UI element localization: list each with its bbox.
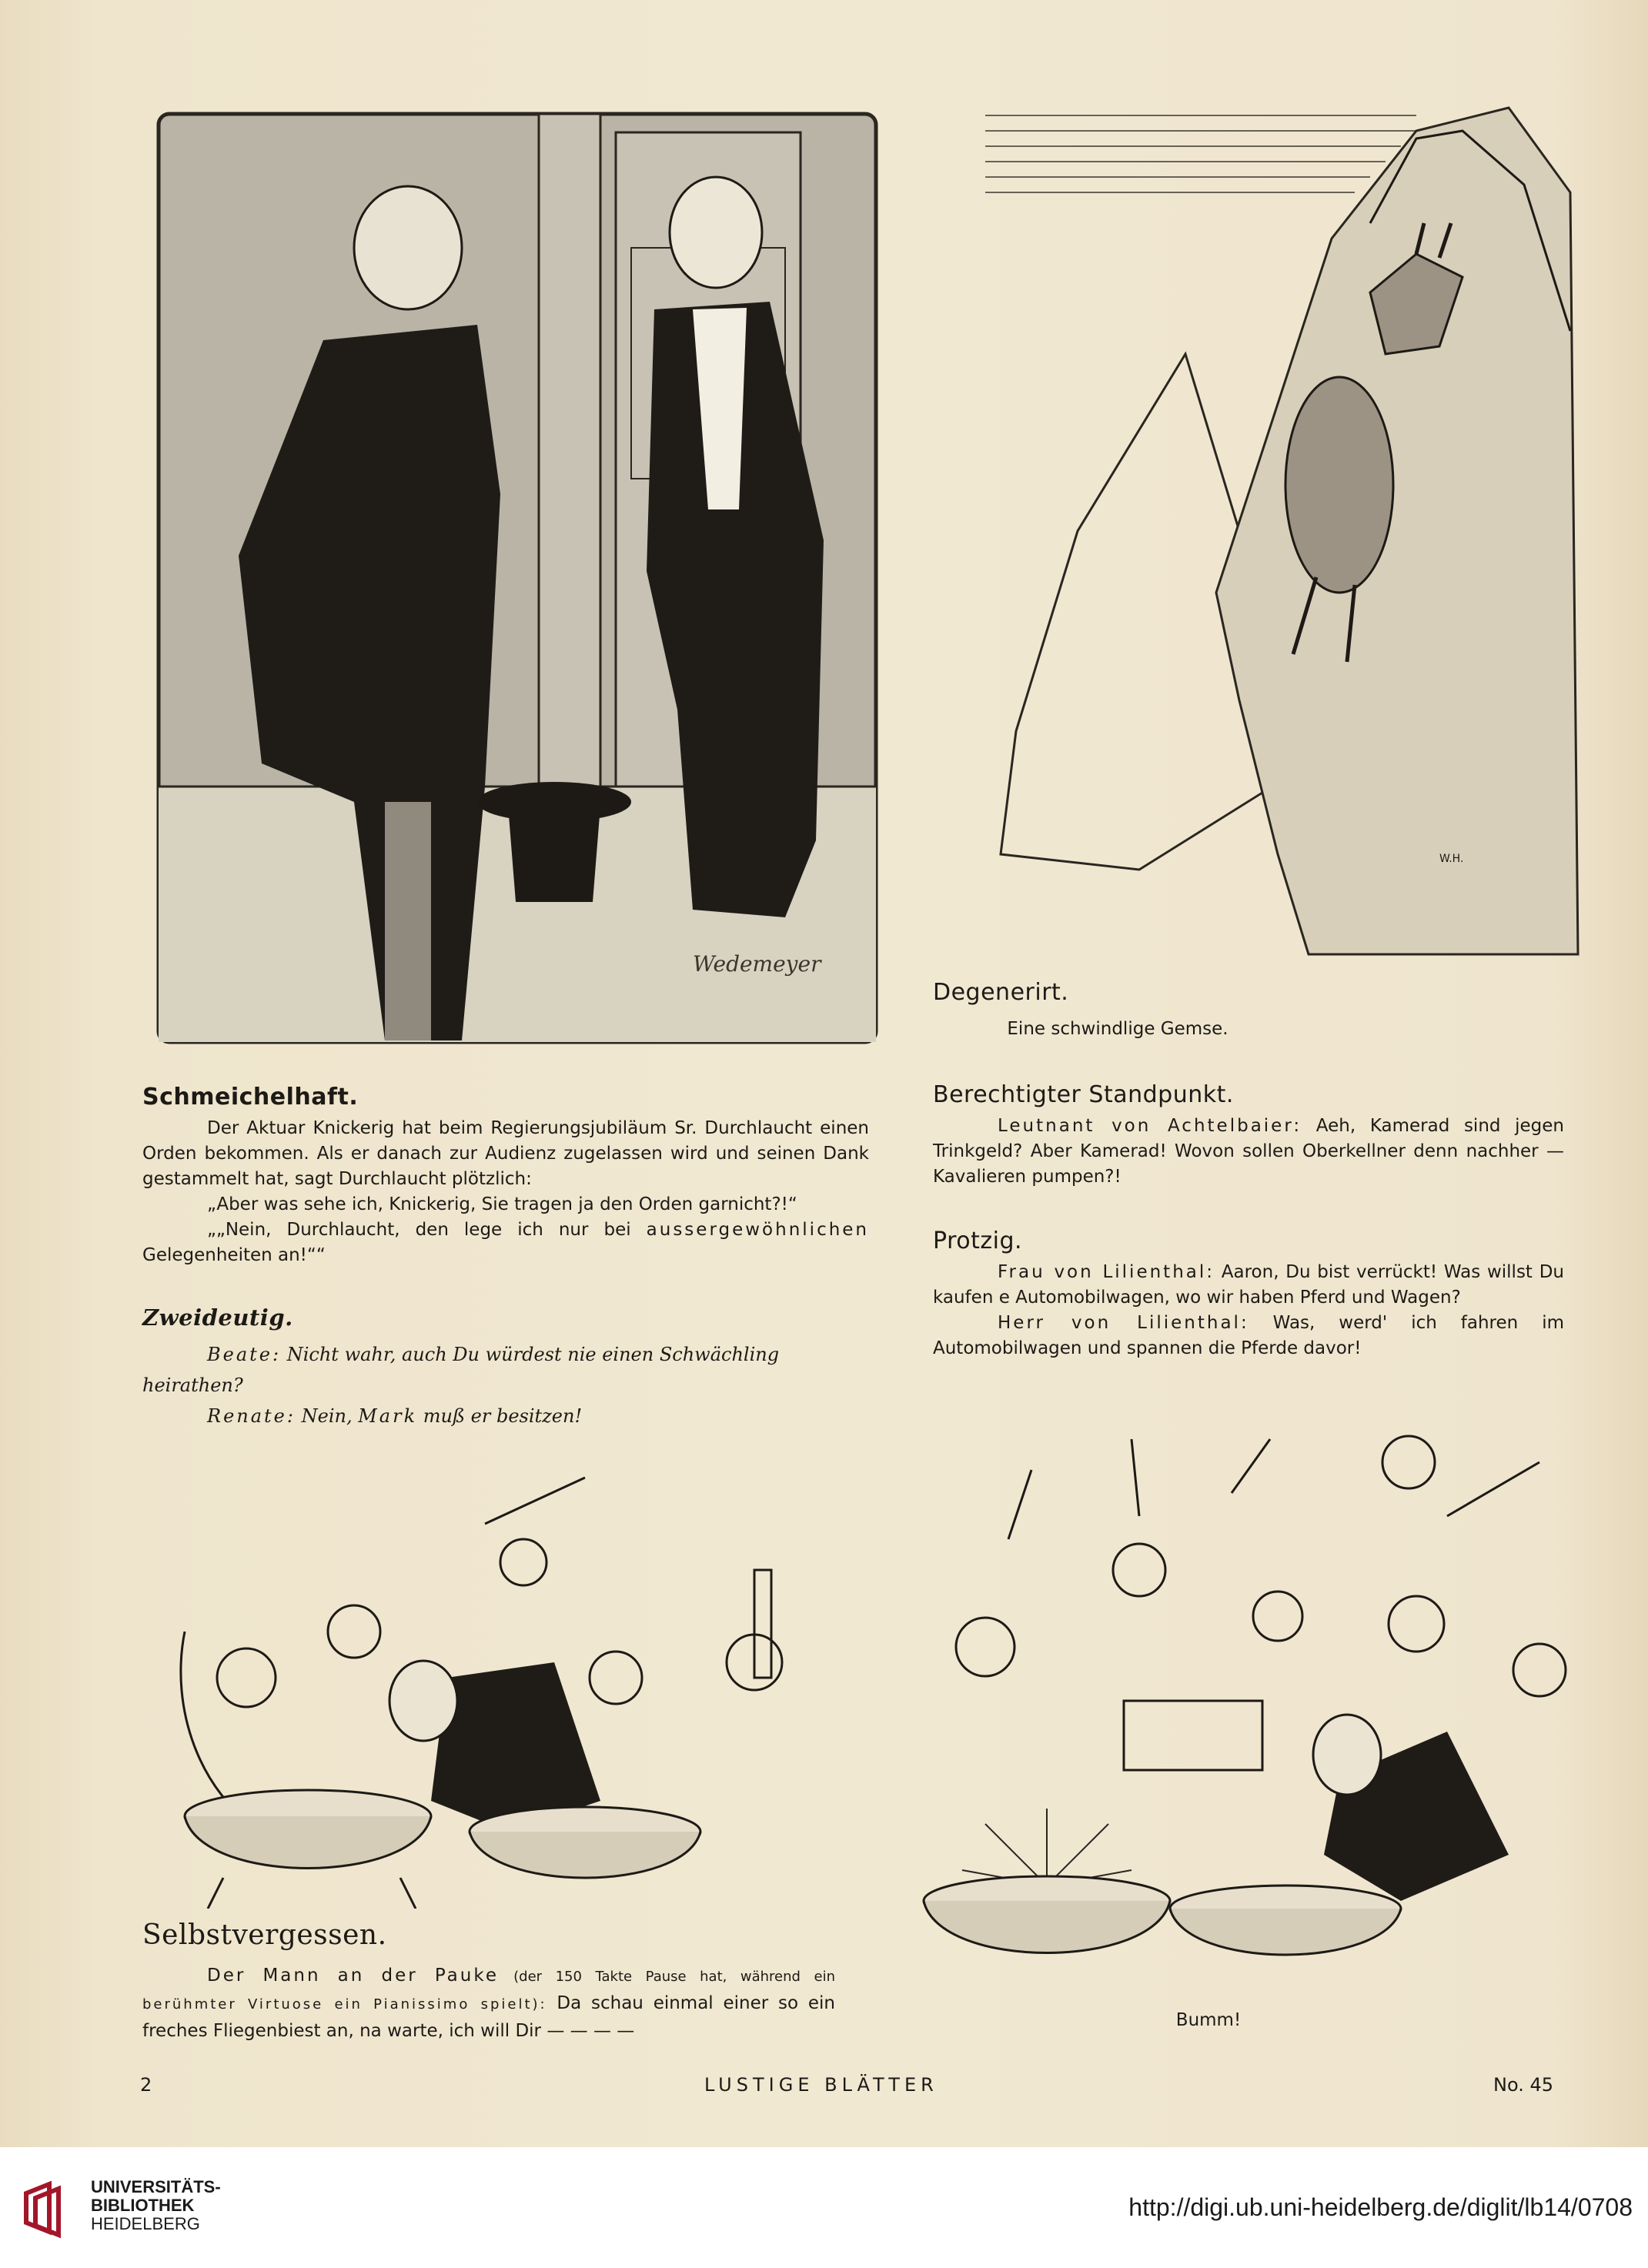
selbstvergessen-aside: (der 150 Takte Pause hat, während ein: [513, 1969, 835, 1985]
text-protzig: [933, 1260, 1564, 1361]
permalink-url[interactable]: http://digi.ub.uni-heidelberg.de/diglit/lb14/0708: [1128, 2193, 1633, 2221]
schmeichelhaft-p3: [142, 1218, 869, 1268]
issue-number: No. 45: [1493, 2074, 1554, 2096]
library-name: [91, 2178, 221, 2233]
protzig-p1: [933, 1260, 1564, 1311]
masthead: LUSTIGE BLÄTTER: [704, 2074, 938, 2096]
selbstvergessen-speaker: Der Mann an der Pauke: [207, 1966, 499, 1986]
caption-bumm: Bumm!: [1175, 2010, 1242, 2030]
title-protzig: Protzig.: [933, 1228, 1023, 1254]
standpunkt-p1: [933, 1114, 1564, 1190]
text-standpunkt: [933, 1114, 1564, 1190]
page-number: 2: [140, 2074, 152, 2096]
library-line1: UNIVERSITÄTS-: [91, 2177, 221, 2196]
library-line2: BIBLIOTHEK: [91, 2196, 195, 2215]
library-line3: HEIDELBERG: [91, 2214, 200, 2233]
illustration-chamois: [985, 100, 1586, 970]
protzig-speaker1: Frau von Lilienthal:: [998, 1262, 1215, 1282]
zweideutig-speaker2: Renate:: [207, 1405, 296, 1427]
zweideutig-line2: [142, 1401, 869, 1431]
standpunkt-speaker: Leutnant von Achtelbaier:: [998, 1116, 1302, 1136]
illustration-audience: [154, 109, 881, 1047]
title-schmeichelhaft: Schmeichelhaft.: [142, 1084, 359, 1111]
protzig-speaker2: Herr von Lilienthal:: [998, 1313, 1249, 1333]
zweideutig-text2-start: Nein,: [301, 1405, 353, 1427]
zweideutig-text2-end: muß er besitzen!: [423, 1405, 583, 1427]
title-zweideutig: Zweideutig.: [142, 1304, 293, 1331]
text-zweideutig: [142, 1339, 869, 1431]
library-footer: [0, 2147, 1648, 2268]
caption-degenerirt: Eine schwindlige Gemse.: [1007, 1019, 1228, 1039]
illustration-orchestra-quiet: [154, 1431, 862, 1909]
text-selbstvergessen: [142, 1962, 835, 2044]
selbstvergessen-p1: [142, 1962, 835, 2044]
schmeichelhaft-p1: Der Aktuar Knickerig hat beim Regierungsjubiläum Sr. Durchlaucht einen Orden bekommen. Als er danach zur Audienz zugelassen wird und seinen Dank gestammelt hat, sagt Durchlaucht plötzlich:: [142, 1118, 869, 1189]
zweideutig-text1: Nicht wahr, auch Du würdest nie einen Schwächling heirathen?: [142, 1344, 780, 1396]
schmeichelhaft-p3-end: Gelegenheiten an!““: [142, 1245, 326, 1265]
library-logo-icon: [18, 2178, 80, 2240]
text-schmeichelhaft: [142, 1116, 869, 1268]
zweideutig-line1: [142, 1339, 869, 1401]
selbstvergessen-text: Da schau einmal einer so ein freches Fliegenbiest an, na warte, ich will Dir — — — —: [142, 1993, 835, 2041]
protzig-text1: Aaron, Du bist verrückt! Was willst Du kaufen e Automobilwagen, wo wir haben Pferd und Wagen?: [933, 1262, 1564, 1308]
protzig-p2: [933, 1311, 1564, 1361]
illustration-orchestra-bumm: [908, 1424, 1616, 2009]
signature-audience: Wedemeyer: [693, 951, 821, 977]
selbstvergessen-aside2: berühmter Virtuose ein Pianissimo spielt):: [142, 1996, 547, 2012]
signature-chamois: W.H.: [1439, 853, 1464, 865]
title-degenerirt: Degenerirt.: [933, 979, 1069, 1006]
standpunkt-text: Aeh, Kamerad sind jegen Trinkgeld? Aber Kamerad! Wovon sollen Oberkellner denn nachher — Kavalieren pumpen?!: [933, 1116, 1565, 1187]
protzig-text2: Was, werd' ich fahren im Automobilwagen und spannen die Pferde davor!: [933, 1313, 1564, 1358]
title-selbstvergessen: Selbstvergessen.: [142, 1919, 387, 1951]
zweideutig-speaker1: Beate:: [207, 1344, 282, 1365]
schmeichelhaft-p3-start: „„Nein, Durchlaucht, den lege ich nur bei: [207, 1220, 631, 1240]
schmeichelhaft-p2: „Aber was sehe ich, Knickerig, Sie tragen ja den Orden garnicht?!“: [207, 1194, 797, 1214]
schmeichelhaft-p3-spaced: aussergewöhnlichen: [646, 1220, 870, 1240]
title-standpunkt: Berechtigter Standpunkt.: [933, 1081, 1234, 1108]
zweideutig-text2-spaced: Mark: [358, 1405, 418, 1427]
